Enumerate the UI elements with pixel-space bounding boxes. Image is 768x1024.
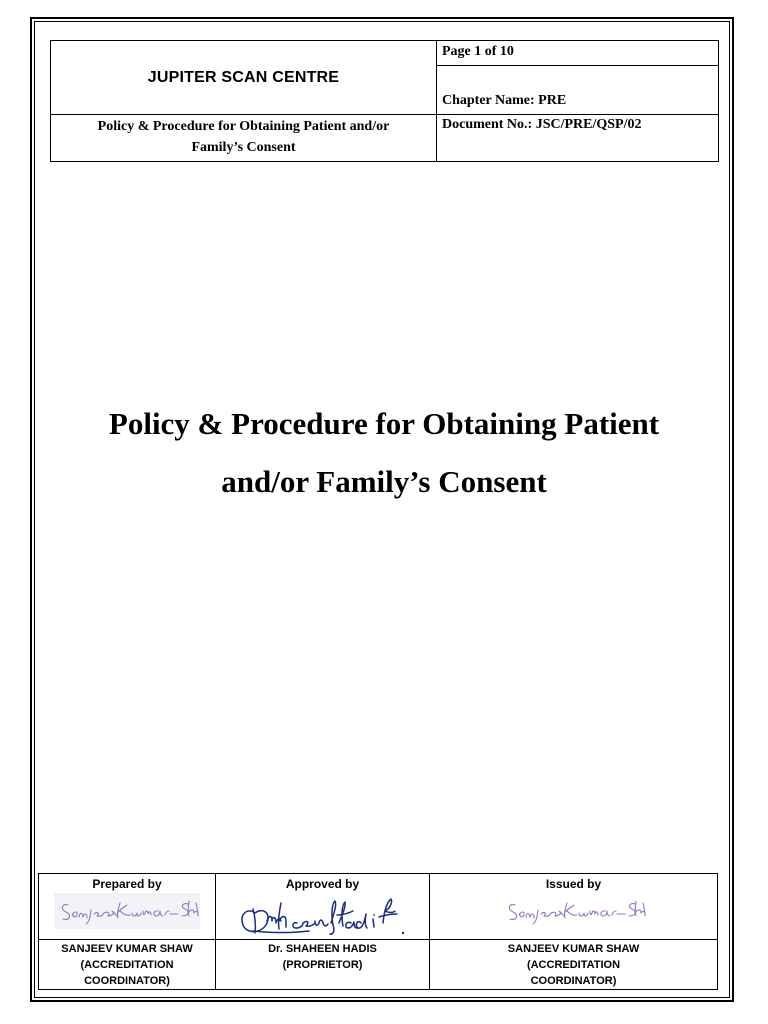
- prepared-by-role-line-1: (ACCREDITATION: [80, 959, 174, 971]
- approved-by-names: [216, 940, 430, 990]
- document-number: Document No.: JSC/PRE/QSP/02: [437, 115, 719, 162]
- issued-by-label: Issued by: [545, 877, 602, 891]
- approved-by-signature: [233, 893, 413, 939]
- page-number: Page 1 of 10: [437, 41, 719, 66]
- approval-table: [38, 873, 718, 990]
- prepared-by-signature: [54, 893, 200, 929]
- approved-by-name: Dr. SHAHEEN HADIS: [268, 943, 377, 955]
- prepared-by-name: SANJEEV KUMAR SHAW: [61, 943, 193, 955]
- issued-by-signature: [501, 893, 647, 929]
- prepared-by-names: [39, 940, 216, 990]
- policy-title-line-2: Family’s Consent: [191, 140, 296, 155]
- prepared-by-cell: [39, 874, 216, 940]
- approved-by-label: Approved by: [285, 877, 360, 891]
- chapter-name: Chapter Name: PRE: [437, 66, 719, 115]
- policy-title-line-1: Policy & Procedure for Obtaining Patient and/or: [97, 119, 390, 134]
- document-header-table: [50, 40, 719, 162]
- policy-title-cell: [51, 115, 437, 162]
- issued-by-name: SANJEEV KUMAR SHAW: [507, 943, 640, 955]
- issued-by-role-line-2: COORDINATOR): [530, 975, 617, 987]
- approved-by-cell: [216, 874, 430, 940]
- company-name: JUPITER SCAN CENTRE: [51, 41, 437, 115]
- issued-by-role-line-1: (ACCREDITATION: [526, 959, 621, 971]
- prepared-by-role-line-2: COORDINATOR): [84, 975, 170, 987]
- approved-by-role-line-1: (PROPRIETOR): [282, 959, 363, 971]
- page-title-line-2: and/or Family’s Consent: [221, 464, 547, 499]
- page-title-line-1: Policy & Procedure for Obtaining Patient: [108, 406, 660, 441]
- prepared-by-label: Prepared by: [92, 877, 162, 891]
- page-title: [40, 395, 728, 511]
- issued-by-names: [430, 940, 718, 990]
- issued-by-cell: [430, 874, 718, 940]
